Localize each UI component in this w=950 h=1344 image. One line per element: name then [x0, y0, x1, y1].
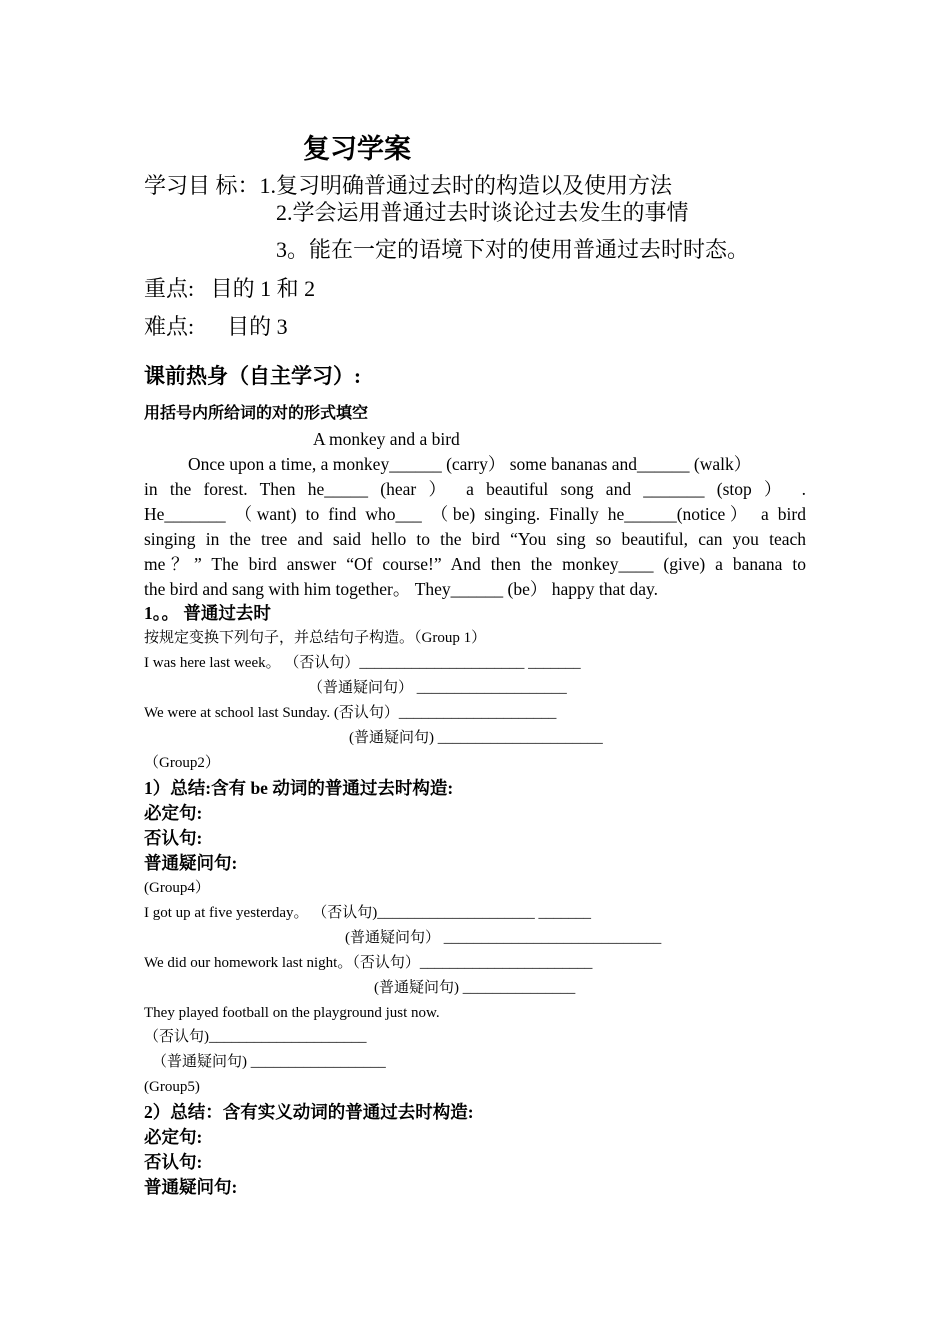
story-line: in the forest. Then he_____ (hear ） a beautiful song and _______ (stop ） . — [144, 479, 806, 499]
section-instruction: 按规定变换下列句子，并总结句子构造。（Group 1） — [144, 630, 487, 646]
story-line: the bird and sang with him together。 They______ (be） happy that day. — [144, 579, 659, 599]
exercise-line: (普通疑问句) _______________ — [374, 980, 576, 996]
story-line: Once upon a time, a monkey______ (carry） some bananas and______ (walk） — [188, 454, 752, 474]
warmup-heading: 课前热身（自主学习）: — [144, 364, 361, 388]
fill-instruction: 用括号内所给词的对的形式填空 — [144, 405, 369, 422]
objective-3: 3。能在一定的语境下对的使用普通过去时时态。 — [276, 237, 750, 262]
story-line: me？” The bird answer “Of course!” And then the monkey____ (give) a banana to — [144, 554, 806, 574]
exercise-line: （否认句)_____________________ — [144, 1029, 367, 1045]
exercise-line: （普通疑问句） ____________________ — [308, 680, 567, 696]
affirmative-label: 必定句: — [144, 1127, 203, 1147]
negative-label: 否认句: — [144, 1152, 203, 1172]
objective-1: 学习目 标：1.复习明确普通过去时的构造以及使用方法 — [144, 173, 673, 198]
group-label: (Group5) — [144, 1079, 200, 1095]
section-heading: 1。。 普通过去时 — [144, 603, 271, 623]
story-line: singing in the tree and said hello to the bird “You sing so beautiful, can you teach — [144, 529, 806, 549]
objective-2: 2.学会运用普通过去时谈论过去发生的事情 — [276, 200, 689, 225]
exercise-line: （普通疑问句) __________________ — [152, 1054, 386, 1070]
exercise-line: They played football on the playground just now. — [144, 1005, 440, 1021]
exercise-line: I got up at five yesterday。 （否认句)_____________________ _______ — [144, 905, 592, 921]
exercise-line: I was here last week。 （否认句）______________________ _______ — [144, 655, 581, 671]
summary-heading: 2）总结：含有实义动词的普通过去时构造: — [144, 1102, 474, 1122]
exercise-line: We did our homework last night。（否认句）_______________________ — [144, 955, 593, 971]
negative-label: 否认句: — [144, 828, 203, 848]
key-point: 重点: 目的 1 和 2 — [144, 276, 316, 301]
question-label: 普通疑问句: — [144, 1177, 238, 1197]
affirmative-label: 必定句: — [144, 803, 203, 823]
summary-heading: 1）总结:含有 be 动词的普通过去时构造: — [144, 778, 454, 798]
group-label: (Group4） — [144, 880, 210, 896]
story-title: A monkey and a bird — [313, 429, 460, 449]
exercise-line: (普通疑问句) ______________________ — [349, 730, 603, 746]
group-label: （Group2） — [144, 755, 220, 771]
page-title: 复习学案 — [303, 134, 411, 164]
exercise-line: We were at school last Sunday. (否认句）_____________________ — [144, 705, 557, 721]
difficulty: 难点: 目的 3 — [144, 314, 288, 339]
exercise-line: (普通疑问句） _____________________________ — [345, 930, 662, 946]
story-line: He_______ （want) to find who___ （be) singing. Finally he______(notice） a bird — [144, 504, 806, 524]
question-label: 普通疑问句: — [144, 853, 238, 873]
